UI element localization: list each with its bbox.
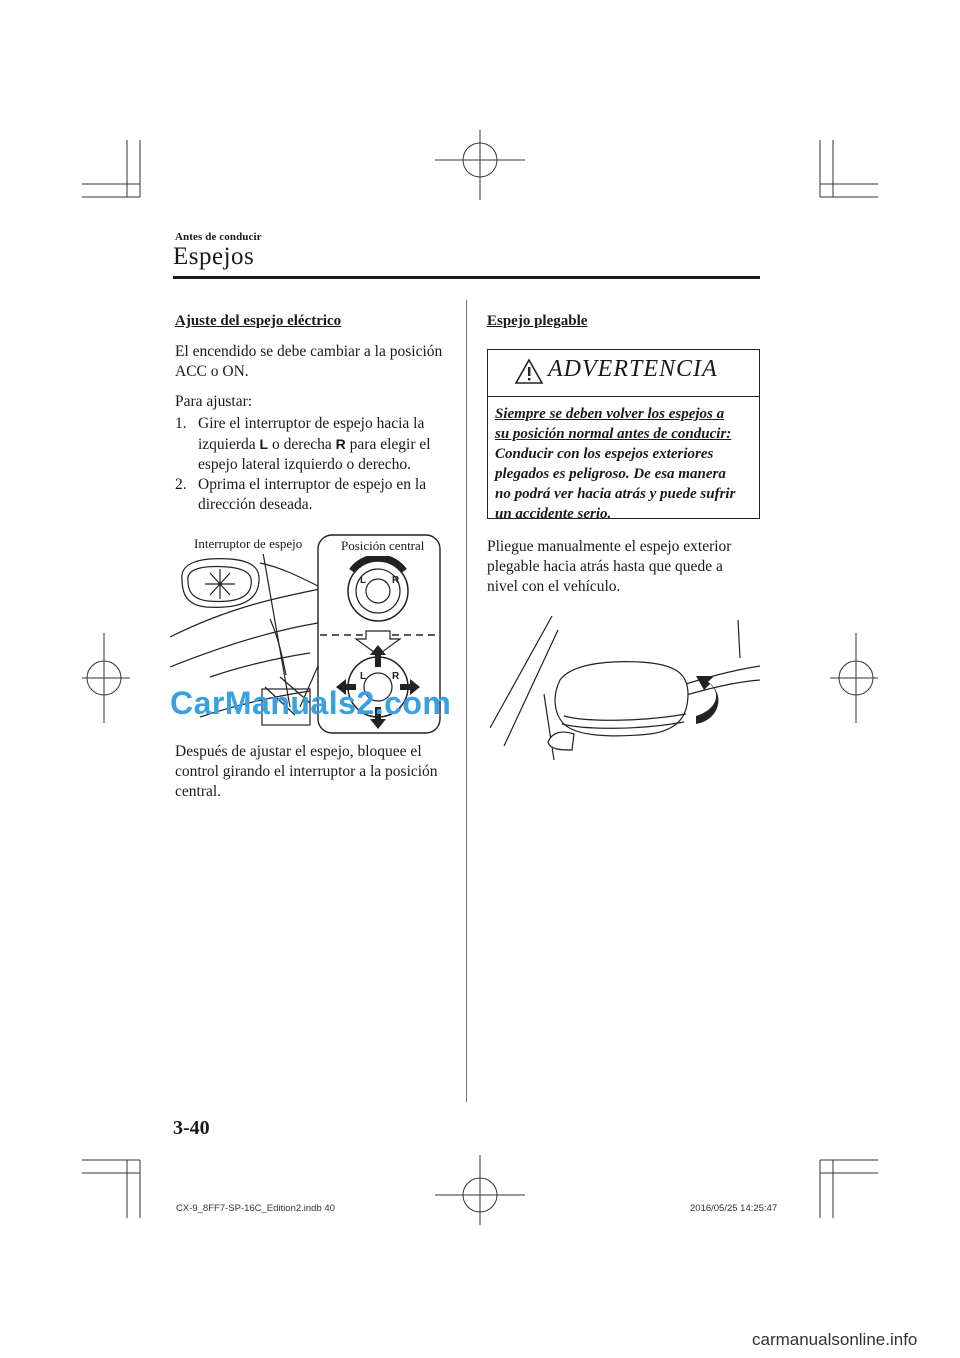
ignition-note-line2: ACC o ON. xyxy=(175,363,249,380)
print-slug-file: CX-9_8FF7-SP-16C_Edition2.indb 40 xyxy=(176,1203,335,1214)
svg-text:R: R xyxy=(392,671,400,682)
column-divider xyxy=(466,300,467,1102)
header-rule xyxy=(173,276,760,279)
warning-triangle-icon xyxy=(514,358,544,385)
warning-text: Siempre se deben volver los espejos a su posición normal antes de conducir: Conducir con los espejos exteriores plegados es peligroso. De esa manera no podrá ver hacia atrás y puede sufrir un accidente serio. xyxy=(495,406,736,522)
after-adjust-line2: control girando el interruptor a la posición xyxy=(175,763,438,780)
folding-mirror-figure xyxy=(490,610,760,785)
after-adjust-line1: Después de ajustar el espejo, bloquee el xyxy=(175,743,422,760)
page-title: Espejos xyxy=(173,243,255,270)
svg-text:L: L xyxy=(360,575,367,586)
adjust-steps xyxy=(175,414,460,515)
page-number: 3-40 xyxy=(173,1117,210,1139)
after-adjust-line3: central. xyxy=(175,783,222,800)
right-mirror-glyph: R xyxy=(335,436,346,452)
adjust-intro: Para ajustar: xyxy=(175,393,253,410)
label-center-position: Posición central xyxy=(339,536,426,556)
figure-watermark: CarManuals2.com xyxy=(170,685,452,721)
list-item: 2. Oprima el interruptor de espejo en la dirección deseada. xyxy=(175,476,427,513)
site-watermark: carmanualsonline.info xyxy=(752,1330,918,1349)
label-mirror-switch: Interruptor de espejo xyxy=(192,534,304,554)
section-heading-power-mirror: Ajuste del espejo eléctrico xyxy=(175,313,342,329)
warning-title: ADVERTENCIA xyxy=(548,356,718,382)
svg-text:L: L xyxy=(360,671,367,682)
list-item: 1. Gire el interruptor de espejo hacia la izquierda L o derecha R para elegir el espejo lateral izquierdo o derecho. xyxy=(175,415,431,473)
section-kicker: Antes de conducir xyxy=(175,231,262,243)
fold-instruction-line3: nivel con el vehículo. xyxy=(487,578,621,595)
fold-instruction-line2: plegable hacia atrás hasta que quede a xyxy=(487,558,723,575)
svg-text:R: R xyxy=(392,575,400,586)
fold-instruction-line1: Pliegue manualmente el espejo exterior xyxy=(487,538,732,555)
section-heading-folding-mirror: Espejo plegable xyxy=(487,313,588,329)
folding-mirror-illustration xyxy=(490,610,760,785)
ignition-note-line1: El encendido se debe cambiar a la posición xyxy=(175,343,443,360)
left-mirror-glyph: L xyxy=(259,436,269,452)
print-slug-timestamp: 2016/05/25 14:25:47 xyxy=(690,1203,778,1214)
